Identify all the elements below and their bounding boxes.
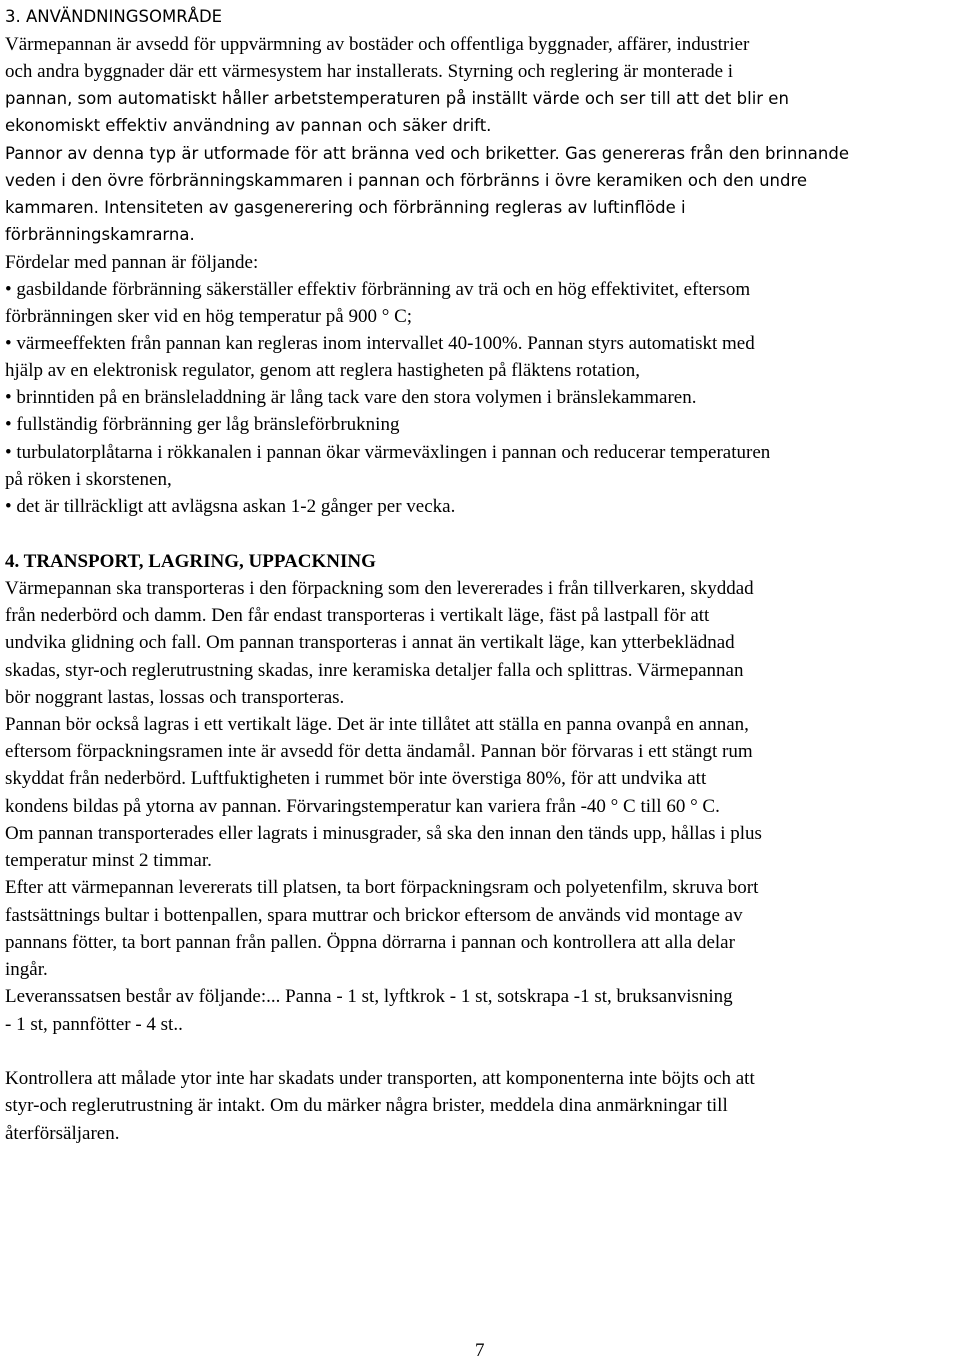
s3-line-17: på röken i skorstenen, [5,469,172,490]
s3-line-5: Pannor av denna typ är utformade för att bränna ved och briketter. Gas genereras från den brinnande [5,144,849,163]
s4-line-8: skyddat från nederbörd. Luftfuktigheten i rummet bör inte överstiga 80%, för att undvika att [5,768,707,789]
s4-line-11: temperatur minst 2 timmar. [5,850,212,871]
s4-line-19: styr-och reglerutrustning är intakt. Om du märker några brister, meddela dina anmärkningar till [5,1095,728,1116]
s4-line-14: pannans fötter, ta bort pannan från pallen. Öppna dörrarna i pannan och kontrollera att alla delar [5,932,735,953]
s3-line-3: pannan, som automatiskt håller arbetstemperaturen på inställt värde och ser till att det blir en [5,89,789,108]
s4-line-10: Om pannan transporterades eller lagrats i minusgrader, så ska den innan den tänds upp, hållas i plus [5,823,762,844]
s3-bullet-3: • brinntiden på en bränsleladdning är lång tack vare den stora volymen i bränslekammaren. [5,387,697,408]
s4-line-20: återförsäljaren. [5,1123,120,1144]
s4-line-17: - 1 st, pannfötter - 4 st.. [5,1014,183,1035]
section-3-heading: 3. ANVÄNDNINGSOMRÅDE [5,7,223,26]
s3-line-4: ekonomiskt effektiv användning av pannan och säker drift. [5,116,492,135]
s4-line-5: bör noggrant lastas, lossas och transporteras. [5,687,345,708]
page-number: 7 [475,1340,485,1361]
s3-line-6: veden i den övre förbränningskammaren i pannan och förbränns i övre keramiken och den undre [5,171,808,190]
s4-line-4: skadas, styr-och reglerutrustning skadas, inre keramiska detaljer falla och splittras. Värmepannan [5,660,744,681]
s3-bullet-2: • värmeeffekten från pannan kan regleras inom intervallet 40-100%. Pannan styrs automatiskt med [5,333,755,354]
s4-line-6: Pannan bör också lagras i ett vertikalt läge. Det är inte tillåtet att ställa en panna ovanpå en annan, [5,714,749,735]
s3-line-8: förbränningskamrarna. [5,225,195,244]
s4-line-3: undvika glidning och fall. Om pannan transporteras i annat än vertikalt läge, kan ytterbeklädnad [5,632,735,653]
s3-line-13: hjälp av en elektronisk regulator, genom att reglera hastigheten på fläktens rotation, [5,360,640,381]
s3-bullet-1: • gasbildande förbränning säkerställer effektiv förbränning av trä och en hög effektivitet, eftersom [5,279,751,300]
s4-line-18: Kontrollera att målade ytor inte har skadats under transporten, att komponenterna inte böjts och att [5,1068,755,1089]
s4-line-9: kondens bildas på ytorna av pannan. Förvaringstemperatur kan variera från -40 ° C till 60 ° C. [5,796,720,817]
s4-line-12: Efter att värmepannan levererats till platsen, ta bort förpackningsram och polyetenfilm, skruva bort [5,877,759,898]
s4-line-2: från nederbörd och damm. Den får endast transporteras i vertikalt läge, fäst på lastpall för att [5,605,710,626]
s3-line-9: Fördelar med pannan är följande: [5,252,259,273]
s3-line-11: förbränningen sker vid en hög temperatur på 900 ° C; [5,306,413,327]
s3-bullet-5: • turbulatorplåtarna i rökkanalen i pannan ökar värmeväxlingen i pannan och reducerar temperaturen [5,442,771,463]
s4-line-15: ingår. [5,959,48,980]
s3-line-1: Värmepannan är avsedd för uppvärmning av bostäder och offentliga byggnader, affärer, industrier [5,34,750,55]
s3-bullet-4: • fullständig förbränning ger låg bränsleförbrukning [5,414,400,435]
s4-line-13: fastsättnings bultar i bottenpallen, spara muttrar och brickor eftersom de används vid montage av [5,905,743,926]
s4-line-1: Värmepannan ska transporteras i den förpackning som den levererades i från tillverkaren, skyddad [5,578,754,599]
s3-line-2: och andra byggnader där ett värmesystem har installerats. Styrning och reglering är monterade i [5,61,734,82]
delivery-contents-line: Leveranssatsen består av följande:... Panna - 1 st, lyftkrok - 1 st, sotskrapa -1 st, bruksanvisning [5,986,733,1007]
section-4-heading: 4. TRANSPORT, LAGRING, UPPACKNING [5,551,376,572]
s3-line-7: kammaren. Intensiteten av gasgenerering och förbränning regleras av luftinflöde i [5,198,686,217]
s3-bullet-6: • det är tillräckligt att avlägsna askan 1-2 gånger per vecka. [5,496,456,517]
s4-line-7: eftersom förpackningsramen inte är avsedd för detta ändamål. Pannan bör förvaras i ett stängt rum [5,741,753,762]
